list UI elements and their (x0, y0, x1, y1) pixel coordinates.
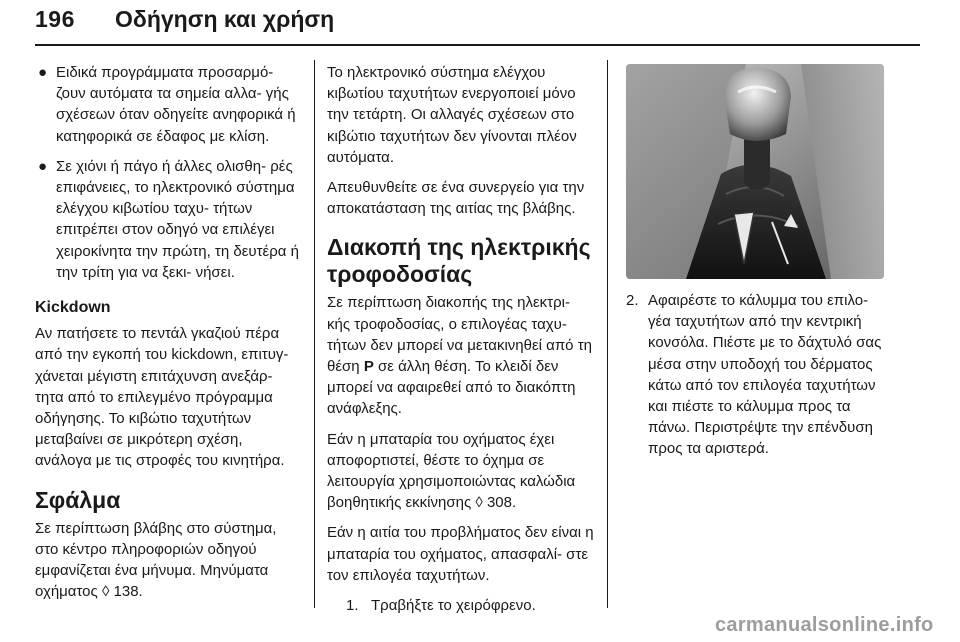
bullet-item (35, 156, 303, 283)
paragraph: Σε περίπτωση διακοπής της ηλεκτρι- κής τροφοδοσίας, ο επιλογέας ταχυ- τήτων δεν μπορεί να μετακινηθεί από τη θέση P σε άλλη θέση. Το κλειδί δεν μπορεί να αφαιρεθεί από το διακόπτη ανάφλεξης. (327, 294, 592, 418)
gear-selector-photo (626, 64, 884, 279)
step-item (626, 290, 888, 460)
gear-position-p: P (363, 358, 374, 376)
column-right (626, 290, 888, 460)
cross-reference-icon: ◊ (101, 583, 110, 601)
bullet-icon: ● (38, 64, 48, 81)
step-text: Τραβήξτε το χειρόφρενο. (371, 597, 536, 615)
header-rule (35, 44, 920, 46)
bullet-text: Σε χιόνι ή πάγο ή άλλες ολισθη- ρές επιφάνειες, το ηλεκτρονικό σύστημα ελέγχου κιβωτίου ταχυ- τήτων επιτρέπει στον οδηγό να επιλέγει χειροκίνητα την πρώτη, τη δευτέρα ή την τρίτη για να ξεκι- νήσει. (56, 157, 299, 281)
bullet-item (35, 62, 303, 147)
step-item (327, 595, 597, 616)
paragraph: Απευθυνθείτε σε ένα συνεργείο για την αποκατάσταση της αιτίας της βλάβης. (327, 179, 585, 218)
watermark: carmanualsonline.info (715, 614, 934, 636)
cross-reference-link[interactable]: 138. (113, 583, 143, 601)
paragraph: Το ηλεκτρονικό σύστημα ελέγχου κιβωτίου ταχυτήτων ενεργοποιεί μόνο την τετάρτη. Οι αλλαγές σχέσεων στο κιβώτιο ταχυτήτων δεν γίνονται πλέον αυτόματα. (327, 64, 577, 166)
power-interruption-heading: Διακοπή της ηλεκτρικής τροφοδοσίας (327, 234, 591, 288)
column-divider-left (314, 60, 315, 608)
bullet-text: Ειδικά προγράμματα προσαρμό- ζουν αυτόματα τα σημεία αλλα- γής σχέσεων όταν οδηγείτε ανηφορικά ή κατηφορικά σε έδαφος με κλίση. (56, 64, 296, 145)
bullet-icon: ● (38, 157, 48, 175)
cross-reference-icon: ◊ (475, 494, 483, 512)
step-number: 1. (346, 597, 359, 615)
paragraph: Εάν η αιτία του προβλήματος δεν είναι η μπαταρία του οχήματος, απασφαλί- στε τον επιλογέα ταχυτήτων. (327, 524, 594, 584)
column-middle (327, 62, 597, 616)
fault-paragraph (35, 518, 303, 603)
kickdown-paragraph: Αν πατήσετε το πεντάλ γκαζιού πέρα από την εγκοπή του kickdown, επιτυγ- χάνεται μέγιστη επιτάχυνση ανεξάρ- τητα από το επιλεγμένο πρόγραμμα οδήγησης. Το κιβώτιο ταχυτήτων μεταβαίνει σε μικρότερη σχέση, ανάλογα με τις στροφές του κινητήρα. (35, 325, 289, 470)
kickdown-heading: Kickdown (35, 299, 111, 317)
column-left (35, 62, 303, 611)
fault-text: Σε περίπτωση βλάβης στο σύστημα, στο κέντρο πληροφοριών οδηγού εμφανίζεται ένα μήνυμα. Μηνύματα οχήματος (35, 519, 277, 601)
cross-reference-link[interactable]: 308. (486, 494, 517, 512)
column-divider-right (607, 60, 608, 608)
paragraph: Εάν η μπαταρία του οχήματος έχει αποφορτιστεί, θέστε το όχημα σε λειτουργία χρησιμοποιώντας καλώδια βοηθητικής εκκίνησης ◊ 308. (327, 430, 576, 512)
step-number: 2. (626, 292, 639, 309)
page-number: 196 (35, 6, 75, 32)
fault-heading: Σφάλμα (35, 486, 121, 513)
step-text: Αφαιρέστε το κάλυμμα του επιλο- γέα ταχυτήτων από την κεντρική κονσόλα. Πιέστε με το δάχτυλό σας μέσα στην υποδοχή του δέρματος κάτω από τον επιλογέα ταχυτήτων και πιέστε το κάλυμμα προς τα πάνω. Περιστρέψτε την επένδυση προς τα αριστερά. (648, 292, 882, 458)
page-title: Οδήγηση και χρήση (115, 6, 335, 32)
